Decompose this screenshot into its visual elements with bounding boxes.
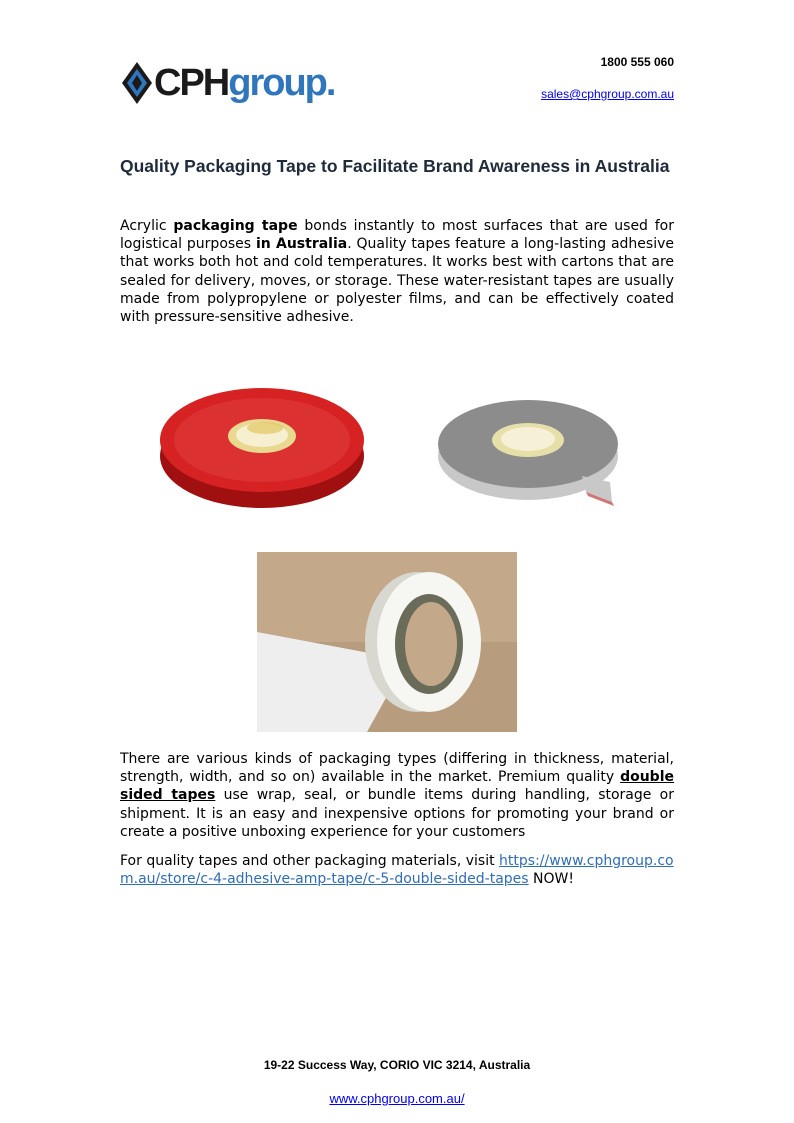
footer-address: 19-22 Success Way, CORIO VIC 3214, Australia [263,1058,531,1072]
red-tape-roll-image [155,368,370,518]
footer-website [0,1091,794,1106]
page-title: Quality Packaging Tape to Facilitate Brand Awareness in Australia [120,156,670,176]
logo-wordmark: CPHgroup. [154,62,335,104]
contact-phone: 1800 555 060 [600,55,674,69]
call-to-action-paragraph: For quality tapes and other packaging materials, visit https://www.cphgroup.com.au/store/c-4-adhesive-amp-tape/c-5-double-sided-tapes NOW! [120,853,674,888]
details-paragraph: There are various kinds of packaging types (differing in thickness, material, strength, width, and so on) available in the market. Premium quality double sided tapes use wrap, seal, or bundle items during handling, storage or shipment. It is an easy and inexpensive options for promoting your brand or create a positive unboxing experience for your customers [120,751,674,840]
keyword-packaging-tape: packaging tape [173,218,298,234]
logo-diamond-icon [120,60,154,106]
double-sided-tapes-link[interactable]: double sided tapes [120,769,674,804]
store-link[interactable]: https://www.cphgroup.com.au/store/c-4-adhesive-amp-tape/c-5-double-sided-tapes [120,853,674,888]
contact-email-link[interactable]: sales@cphgroup.com.au [541,87,674,101]
grey-tape-roll-image [432,378,624,510]
company-logo [120,58,335,108]
keyword-in-australia: in Australia [255,236,348,253]
white-double-sided-tape-image [257,552,517,732]
footer-website-link[interactable]: www.cphgroup.com.au/ [329,1091,465,1106]
intro-paragraph: Acrylic packaging tape bonds instantly to most surfaces that are used for logistical purposes in Australia. Quality tapes feature a long-lasting adhesive that works both hot and cold temperatures. It works best with cartons that are sealed for delivery, moves, or storage. These water-resistant tapes are usually made from polypropylene or polyester films, and can be effectively coated with pressure-sensitive adhesive. [120,218,674,326]
